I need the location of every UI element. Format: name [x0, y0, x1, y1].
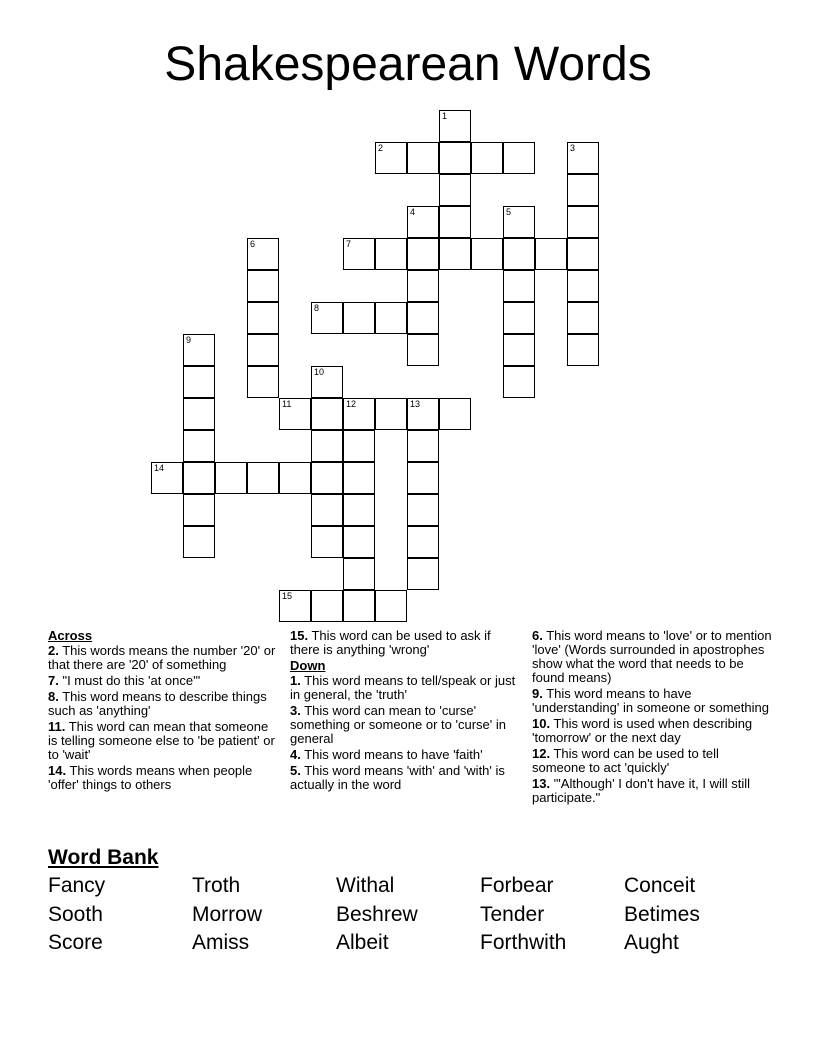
grid-cell[interactable]	[311, 398, 343, 430]
word-bank-item: Morrow	[192, 902, 263, 926]
clue-number: 14	[154, 463, 165, 473]
clue-item-number: 12.	[532, 746, 551, 761]
grid-cell[interactable]	[279, 590, 311, 622]
grid-cell[interactable]	[567, 174, 599, 206]
word-bank-title: Word Bank	[48, 846, 159, 869]
clue-item-number: 3.	[290, 703, 301, 718]
grid-cell[interactable]	[407, 494, 439, 526]
clue-item-number: 8.	[48, 689, 59, 704]
clue-item-number: 10.	[532, 716, 551, 731]
clues-column-3	[532, 629, 772, 807]
grid-cell[interactable]	[247, 366, 279, 398]
clue-number: 15	[282, 591, 293, 601]
grid-cell[interactable]	[343, 462, 375, 494]
grid-cell[interactable]	[503, 238, 535, 270]
clue-number: 7	[346, 239, 352, 249]
word-bank-item: Forbear	[480, 874, 554, 897]
clue-number: 8	[314, 303, 320, 313]
down-heading: Down	[290, 658, 326, 673]
word-bank-item: Score	[48, 931, 103, 954]
grid-cell[interactable]	[311, 430, 343, 462]
clue-item-number: 9.	[532, 686, 543, 701]
grid-cell[interactable]	[503, 334, 535, 366]
grid-cell[interactable]	[439, 142, 471, 174]
clue-item-number: 14.	[48, 763, 67, 778]
grid-cell[interactable]	[567, 206, 599, 238]
grid-cell[interactable]	[407, 462, 439, 494]
grid-cell[interactable]	[407, 398, 439, 430]
clue-item-text: This word means to have 'faith'	[300, 747, 483, 762]
clue-number: 5	[506, 207, 512, 217]
word-bank-item: Aught	[624, 931, 679, 954]
clue-number: 1	[442, 111, 448, 121]
grid-cell[interactable]	[343, 430, 375, 462]
clue-item	[532, 777, 772, 805]
grid-cell[interactable]	[311, 302, 343, 334]
grid-cell[interactable]	[503, 270, 535, 302]
grid-cell[interactable]	[183, 398, 215, 430]
grid-cell[interactable]	[407, 302, 439, 334]
clue-item-text: This word means to have 'understanding' in someone or something	[532, 686, 769, 715]
clue-item-text: This word is used when describing 'tomorrow' or the next day	[532, 716, 753, 745]
word-bank-item: Tender	[480, 902, 545, 926]
clue-item-text: This word can mean that someone is telling someone else to 'be patient' or to 'wait'	[48, 719, 275, 762]
grid-cell[interactable]	[343, 590, 375, 622]
clue-item-number: 15.	[290, 628, 309, 643]
grid-cell[interactable]	[183, 334, 215, 366]
clue-item	[48, 674, 280, 688]
word-bank-item: Conceit	[624, 874, 696, 897]
clue-item	[532, 687, 772, 715]
word-bank-item: Fancy	[48, 874, 106, 897]
clue-item-number: 4.	[290, 747, 301, 762]
clue-item-text: This word can be used to ask if there is anything 'wrong'	[290, 628, 491, 657]
grid-cell[interactable]	[471, 142, 503, 174]
word-bank-item: Amiss	[192, 931, 250, 954]
clue-number: 13	[410, 399, 421, 409]
grid-cell[interactable]	[311, 366, 343, 398]
word-bank-item: Beshrew	[336, 902, 418, 926]
grid-cell[interactable]	[439, 398, 471, 430]
clue-number: 10	[314, 367, 325, 377]
clue-item	[290, 704, 522, 746]
clue-item-number: 1.	[290, 673, 301, 688]
grid-cell[interactable]	[183, 430, 215, 462]
clue-item	[532, 629, 772, 685]
grid-cell[interactable]	[375, 302, 407, 334]
clue-item	[532, 717, 772, 745]
clue-item	[48, 720, 280, 762]
clue-item-text: This word means to tell/speak or just in general, the 'truth'	[290, 673, 516, 702]
clue-item	[48, 690, 280, 718]
clue-item-number: 13.	[532, 776, 551, 791]
grid-cell[interactable]	[343, 302, 375, 334]
clue-item-text: This word means 'with' and 'with' is actually in the word	[290, 763, 505, 792]
page-title: Shakespearean Words	[164, 38, 652, 91]
clue-number: 9	[186, 335, 192, 345]
clues-column-1	[48, 629, 280, 794]
clue-number: 4	[410, 207, 416, 217]
grid-cell[interactable]	[215, 462, 247, 494]
word-bank-item: Forthwith	[480, 931, 567, 954]
grid-cell[interactable]	[183, 462, 215, 494]
grid-cell[interactable]	[375, 590, 407, 622]
word-bank-item: Betimes	[624, 902, 700, 926]
grid-cell[interactable]	[407, 334, 439, 366]
clue-item	[532, 747, 772, 775]
clue-item-text: This word can be used to tell someone to act 'quickly'	[532, 746, 719, 775]
grid-cell[interactable]	[279, 462, 311, 494]
grid-cell[interactable]	[247, 238, 279, 270]
grid-cell[interactable]	[503, 366, 535, 398]
word-bank-item: Albeit	[336, 931, 389, 954]
clue-number: 6	[250, 239, 256, 249]
clue-item	[290, 629, 522, 657]
grid-cell[interactable]	[343, 558, 375, 590]
grid-cell[interactable]	[343, 238, 375, 270]
grid-cell[interactable]	[311, 526, 343, 558]
grid-cell[interactable]	[439, 238, 471, 270]
grid-cell[interactable]	[343, 398, 375, 430]
grid-cell[interactable]	[535, 238, 567, 270]
grid-cell[interactable]	[407, 206, 439, 238]
word-bank-item: Sooth	[48, 902, 103, 926]
clue-item	[48, 644, 280, 672]
grid-cell[interactable]	[343, 494, 375, 526]
grid-cell[interactable]	[567, 334, 599, 366]
clue-item-number: 2.	[48, 643, 59, 658]
clue-item	[290, 674, 522, 702]
grid-cell[interactable]	[407, 526, 439, 558]
grid-cell[interactable]	[503, 142, 535, 174]
grid-cell[interactable]	[183, 366, 215, 398]
clue-number: 12	[346, 399, 357, 409]
clue-item-number: 5.	[290, 763, 301, 778]
grid-cell[interactable]	[503, 302, 535, 334]
grid-cell[interactable]	[567, 142, 599, 174]
grid-cell[interactable]	[407, 142, 439, 174]
grid-cell[interactable]	[247, 334, 279, 366]
across-heading: Across	[48, 628, 93, 643]
clues-column-2	[290, 629, 522, 794]
grid-cell[interactable]	[503, 206, 535, 238]
clue-number: 11	[282, 399, 292, 409]
grid-cell[interactable]	[471, 238, 503, 270]
clue-item-number: 7.	[48, 673, 59, 688]
clue-number: 2	[378, 143, 384, 153]
grid-cell[interactable]	[311, 494, 343, 526]
grid-cell[interactable]	[311, 590, 343, 622]
grid-cell[interactable]	[183, 494, 215, 526]
word-bank-item: Withal	[336, 874, 395, 897]
grid-cell[interactable]	[439, 110, 471, 142]
grid-cell[interactable]	[407, 558, 439, 590]
grid-cell[interactable]	[567, 302, 599, 334]
grid-cell[interactable]	[439, 174, 471, 206]
grid-cell[interactable]	[151, 462, 183, 494]
grid-cell[interactable]	[407, 430, 439, 462]
clue-number: 3	[570, 143, 576, 153]
clue-item	[290, 764, 522, 792]
grid-cell[interactable]	[375, 398, 407, 430]
clue-item-number: 6.	[532, 628, 543, 643]
clue-item-text: "I must do this 'at once'"	[58, 673, 201, 688]
clue-item-text: This word means to describe things such as 'anything'	[48, 689, 267, 718]
clue-item	[48, 764, 280, 792]
clue-item-number: 11.	[48, 719, 66, 734]
grid-cell[interactable]	[247, 302, 279, 334]
clue-item	[290, 748, 522, 762]
clue-item-text: This words means when people 'offer' things to others	[48, 763, 253, 792]
grid-cell[interactable]	[375, 238, 407, 270]
grid-cell[interactable]	[375, 142, 407, 174]
grid-cell[interactable]	[279, 398, 311, 430]
grid-cell[interactable]	[247, 462, 279, 494]
grid-cell[interactable]	[183, 526, 215, 558]
grid-cell[interactable]	[407, 270, 439, 302]
grid-cell[interactable]	[567, 238, 599, 270]
grid-cell[interactable]	[439, 206, 471, 238]
clue-item-text: This words means the number '20' or that there are '20' of something	[48, 643, 276, 672]
grid-cell[interactable]	[343, 526, 375, 558]
word-bank-item: Troth	[192, 874, 241, 897]
grid-cell[interactable]	[311, 462, 343, 494]
grid-cell[interactable]	[567, 270, 599, 302]
grid-cell[interactable]	[407, 238, 439, 270]
clue-item-text: This word can mean to 'curse' something or someone or to 'curse' in general	[290, 703, 506, 746]
clue-item-text: This word means to 'love' or to mention 'love' (Words surrounded in apostrophes show what the word that needs to be found means)	[532, 628, 772, 685]
clue-item-text: "'Although' I don't have it, I will still participate."	[532, 776, 751, 805]
grid-cell[interactable]	[247, 270, 279, 302]
